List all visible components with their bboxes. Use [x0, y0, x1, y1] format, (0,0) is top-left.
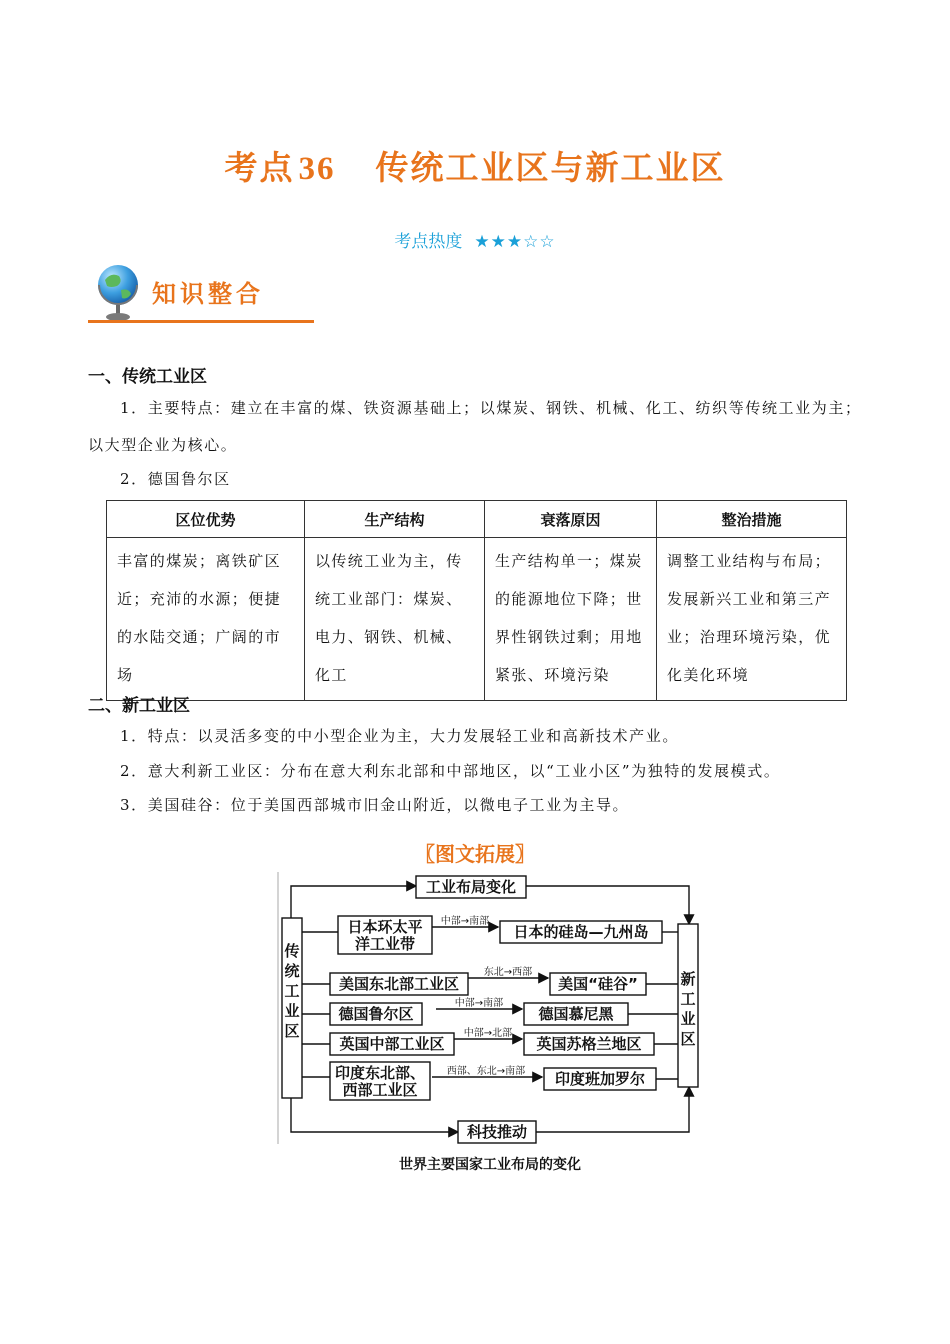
germany-from: 德国鲁尔区: [338, 1005, 414, 1023]
table-header-row: [107, 501, 847, 538]
cell-line: 发展新兴工业和第三产: [667, 590, 832, 608]
page-title: [0, 142, 950, 189]
table-header: 衰落原因: [485, 501, 657, 538]
right-label-char: 新: [680, 970, 696, 988]
cell-line: 的水陆交通；广阔的市: [117, 628, 282, 646]
uk-direction: 中部→北部: [463, 1028, 513, 1039]
heat-stars: ★★★☆☆: [474, 232, 556, 252]
table-header: 整治措施: [657, 501, 847, 538]
section2-p1: 1．特点：以灵活多变的中小型企业为主，大力发展轻工业和高新技术产业。: [120, 727, 679, 745]
cell-line: 调整工业结构与布局；: [667, 552, 832, 570]
cell-line: 紧张、环境污染: [495, 666, 610, 684]
title-number: 36: [298, 151, 336, 187]
right-label-char: 工: [680, 990, 696, 1008]
japan-from-line1: 日本环太平: [347, 918, 423, 936]
japan-from-line2: 洋工业带: [354, 935, 416, 953]
expand-heading: 〖图文拓展〗: [415, 842, 535, 866]
india-direction: 西部、东北→南部: [446, 1066, 526, 1077]
section2-p2: 2．意大利新工业区：分布在意大利东北部和中部地区，以“工业小区”为独特的发展模式。: [120, 762, 781, 780]
section2-p3: 3．美国硅谷：位于美国西部城市旧金山附近，以微电子工业为主导。: [120, 796, 630, 814]
cell-line: 以传统工业为主，传: [315, 552, 463, 570]
banner-underline: [88, 320, 314, 323]
banner-label: 知识整合: [152, 280, 264, 308]
uk-to: 英国苏格兰地区: [536, 1035, 642, 1053]
cell-line: 的能源地位下降；世: [495, 590, 643, 608]
left-label-char: 区: [284, 1022, 300, 1040]
cell-line: 化美化环境: [667, 666, 750, 684]
germany-direction: 中部→南部: [454, 998, 504, 1009]
cell-line: 丰富的煤炭；离铁矿区: [117, 552, 282, 570]
usa-from: 美国东北部工业区: [338, 975, 460, 993]
globe-icon: [93, 262, 143, 324]
section1-p2: 2．德国鲁尔区: [120, 470, 231, 488]
section-banner: [88, 262, 314, 326]
section2-heading: 二、新工业区: [88, 696, 190, 716]
industry-diagram: [276, 872, 706, 1148]
usa-to: 美国“硅谷”: [558, 975, 638, 993]
table-cell: [485, 538, 657, 701]
table-cell: [107, 538, 305, 701]
right-label-char: 业: [680, 1010, 696, 1028]
right-label-char: 区: [680, 1030, 696, 1048]
heat-rating: [0, 227, 950, 252]
cell-line: 近；充沛的水源；便捷: [117, 590, 282, 608]
title-topic: 传统工业区与新工业区: [375, 148, 726, 187]
germany-to: 德国慕尼黑: [538, 1005, 614, 1023]
left-label-char: 业: [284, 1002, 300, 1020]
uk-from: 英国中部工业区: [339, 1035, 445, 1053]
ruhr-table: [106, 500, 847, 701]
cell-line: 电力、钢铁、机械、: [315, 628, 463, 646]
left-label-char: 传: [284, 942, 300, 960]
title-prefix: 考点: [224, 148, 295, 187]
cell-line: 生产结构单一；煤炭: [495, 552, 643, 570]
cell-line: 场: [117, 666, 134, 684]
usa-direction: 东北→西部: [483, 967, 533, 978]
left-label-char: 工: [284, 982, 300, 1000]
india-from-line1: 印度东北部、: [334, 1064, 426, 1082]
cell-line: 界性钢铁过剩；用地: [495, 628, 643, 646]
top-box-label: 工业布局变化: [425, 878, 517, 896]
table-header: 生产结构: [305, 501, 485, 538]
left-label-char: 统: [284, 962, 300, 980]
table-row: [107, 538, 847, 701]
table-cell: [657, 538, 847, 701]
diagram-caption: 世界主要国家工业布局的变化: [399, 1157, 581, 1173]
cell-line: 业；治理环境污染，优: [667, 628, 832, 646]
india-from-line2: 西部工业区: [342, 1081, 418, 1099]
cell-line: 统工业部门：煤炭、: [315, 590, 463, 608]
japan-to: 日本的硅岛—九州岛: [513, 923, 649, 941]
section1-heading: 一、传统工业区: [88, 367, 207, 387]
section1-p1-line2: 以大型企业为核心。: [88, 436, 238, 454]
bottom-box-label: 科技推动: [466, 1123, 528, 1141]
table-cell: [305, 538, 485, 701]
table-header: 区位优势: [107, 501, 305, 538]
india-to: 印度班加罗尔: [554, 1070, 646, 1088]
heat-label: 考点热度: [394, 232, 463, 252]
japan-direction: 中部→南部: [440, 916, 490, 927]
section1-p1-line1: 1．主要特点：建立在丰富的煤、铁资源基础上；以煤炭、钢铁、机械、化工、纺织等传统工业为主；: [120, 399, 862, 417]
cell-line: 化工: [315, 666, 348, 684]
